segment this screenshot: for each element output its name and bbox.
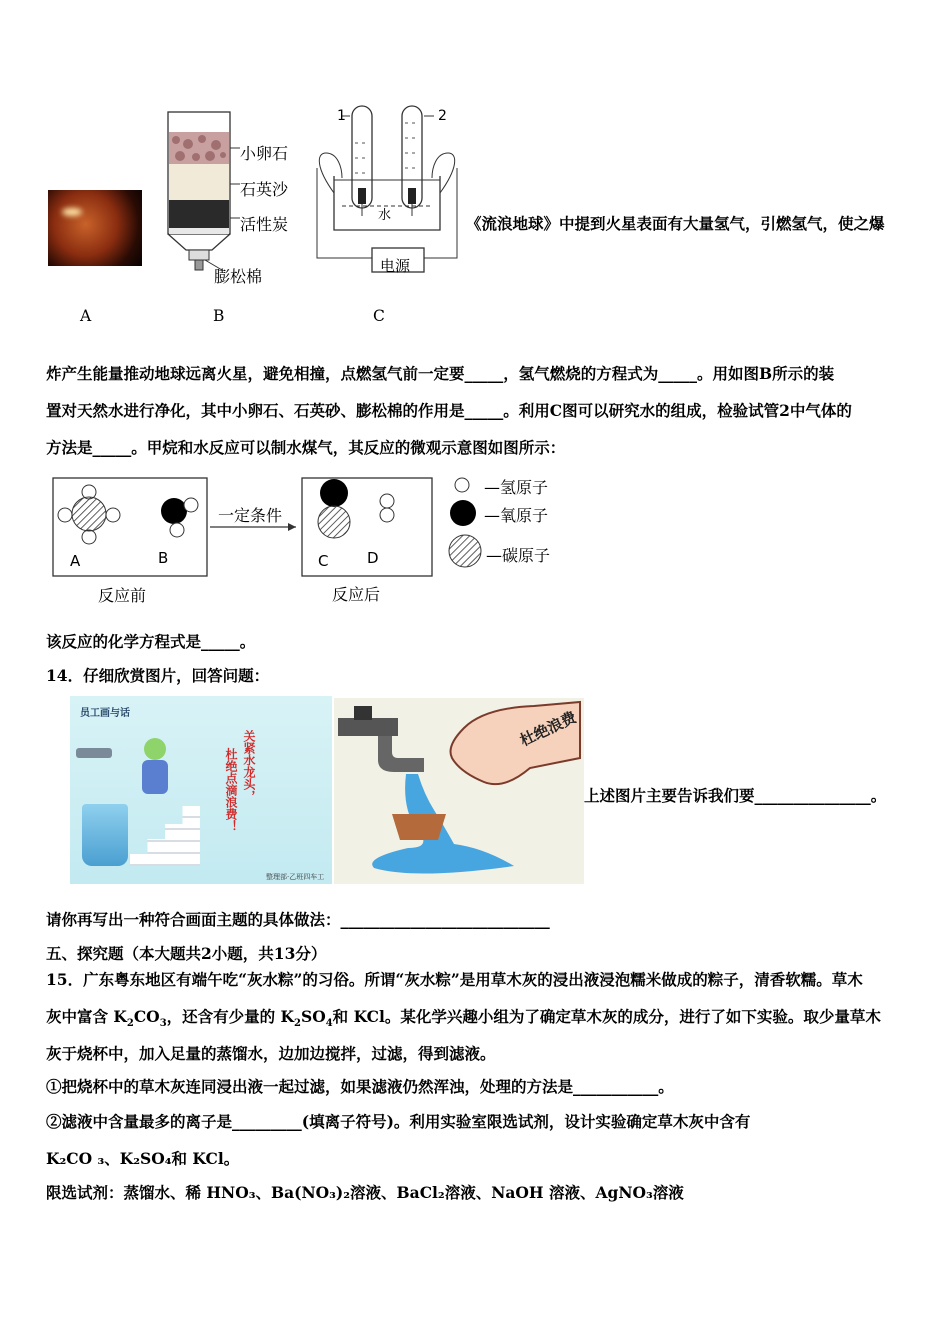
section5-title: 五、探究题（本大题共2小题，共13分）	[46, 944, 327, 963]
label-activated-carbon: 活性炭	[240, 215, 289, 234]
q15-line1: 15．广东粤东地区有端午吃“灰水粽”的习俗。所谓“灰水粽”是用草木灰的浸出液浸泡糯米做成的粽子，清香软糯。草木	[46, 970, 863, 989]
poster-right-text: 杜绝浪费	[517, 708, 580, 750]
reaction-label-a: A	[70, 552, 81, 570]
label-after-reaction: 反应后	[332, 585, 381, 604]
legend-carbon-text: —碳原子	[486, 546, 551, 565]
figure-a-planet-photo	[48, 190, 142, 266]
cotton-layer	[169, 228, 229, 234]
legend-hydrogen-text: —氢原子	[484, 478, 549, 497]
q15-item2: ②滤液中含量最多的离子是_________(填离子符号)。利用实验室限选试剂，设计实验确定草木灰中含有	[46, 1112, 751, 1131]
legend-oxygen-icon	[450, 500, 476, 526]
q13-line5: 该反应的化学方程式是_____。	[46, 632, 256, 651]
poster-left-footer: 整理部·乙班四车工	[266, 873, 325, 881]
child-body	[142, 760, 168, 794]
figure-b-label: B	[213, 307, 225, 325]
q14-title: 14．仔细欣赏图片，回答问题：	[46, 666, 270, 685]
charcoal-layer	[169, 200, 229, 228]
legend-carbon-icon	[449, 535, 481, 567]
q15-line2: 灰中富含 $K_2CO_3$，还含有少量的 $K_2SO_4$和 KCl。某化学兴趣小组为了确定草木灰的成分，进行了如下实验。取少量草木	[46, 1007, 881, 1030]
figure-a-label: A	[80, 307, 92, 325]
q15-item1: ①把烧杯中的草木灰连同浸出液一起过滤，如果滤液仍然浑浊，处理的方法是___________。	[46, 1077, 674, 1096]
legend-oxygen-text: —氧原子	[484, 506, 549, 525]
child-figure	[144, 738, 166, 760]
label-before-reaction: 反应前	[98, 586, 147, 605]
q15-reagents: 限选试剂：蒸馏水、稀 HNO₃、Ba(NO₃)₂溶液、BaCl₂溶液、NaOH 溶液、AgNO₃溶液	[46, 1183, 684, 1202]
figure-b-filter-diagram	[160, 110, 310, 290]
q13-line2: 炸产生能量推动地球远离火星，避免相撞，点燃氢气前一定要_____，氢气燃烧的方程式为_____。用如图B所示的装	[46, 364, 835, 383]
power-supply-label: 电源	[380, 257, 411, 275]
q15-salts-line: K₂CO ₃、K₂SO₄和 KCl。	[46, 1149, 240, 1168]
q15-line3: 灰于烧杯中，加入足量的蒸馏水，边加边搅拌，过滤，得到滤液。	[46, 1044, 496, 1063]
reaction-condition: 一定条件	[218, 506, 283, 525]
reaction-label-c: C	[318, 552, 329, 570]
label-quartz-sand: 石英沙	[240, 180, 289, 199]
legend-hydrogen-icon	[455, 478, 469, 492]
tube-1-label: 1	[337, 108, 346, 124]
label-pebbles: 小卵石	[240, 144, 289, 163]
water-saving-poster-right	[334, 698, 584, 884]
water-label: 水	[378, 208, 392, 223]
figure-c-label: C	[373, 307, 385, 325]
poster-left-title: 员工画与话	[80, 708, 130, 719]
tube-2-label: 2	[438, 108, 447, 124]
recycle-bin-icon	[82, 804, 128, 866]
water-saving-poster-left	[70, 696, 332, 884]
q13-line1-tail: 《流浪地球》中提到火星表面有大量氢气，引燃氢气，使之爆	[466, 214, 885, 233]
q14-side-text: 上述图片主要告诉我们要_______________。	[584, 786, 887, 805]
reaction-label-d: D	[367, 549, 379, 567]
poster-left-vertical-text-2: 杜绝点滴浪费！	[224, 748, 238, 832]
q13-line3: 置对天然水进行净化，其中小卵石、石英砂、膨松棉的作用是_____。利用C图可以研究水的组成，检验试管2中气体的	[46, 401, 852, 420]
faucet-icon	[76, 748, 112, 758]
poster-left-vertical-text-1: 关紧水龙头，	[242, 730, 256, 802]
planet-glow	[62, 208, 82, 216]
q13-line4: 方法是_____。甲烷和水反应可以制水煤气，其反应的微观示意图如图所示：	[46, 438, 566, 457]
stairs-graphic	[130, 806, 200, 866]
label-cotton: 膨松棉	[214, 267, 263, 286]
q14-line2: 请你再写出一种符合画面主题的具体做法：___________________________	[46, 910, 550, 929]
sand-layer	[169, 164, 229, 200]
reaction-label-b: B	[158, 549, 169, 567]
